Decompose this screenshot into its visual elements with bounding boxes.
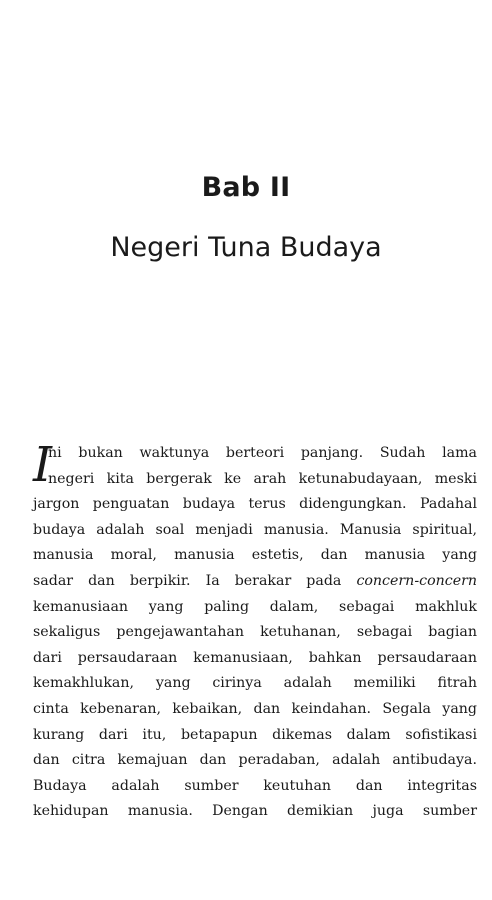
text-line: Budaya adalah sumber keutuhan dan integritas xyxy=(33,777,477,794)
text-line: kehidupan manusia. Dengan demikian juga sumber xyxy=(33,803,477,820)
chapter-title: Negeri Tuna Budaya xyxy=(110,232,382,263)
text-line: jargon penguatan budaya terus didengungkan. Padahal xyxy=(33,496,477,513)
text-line: cinta kebenaran, kebaikan, dan keindahan. Segala yang xyxy=(33,700,477,717)
text-line: dan citra kemajuan dan peradaban, adalah antibudaya. xyxy=(33,752,477,769)
chapter-number: Bab II xyxy=(201,172,291,203)
text-line: kurang dari itu, betapapun dikemas dalam sofistikasi xyxy=(33,726,477,743)
italic-term: concern-concern xyxy=(356,572,478,589)
text-line: sekaligus pengejawantahan ketuhanan, sebagai bagian xyxy=(33,624,477,641)
text-line-with-italic xyxy=(33,569,477,595)
text-line: dari persaudaraan kemanusiaan, bahkan persaudaraan xyxy=(33,649,477,666)
text-line: ni bukan waktunya berteori panjang. Sudah lama xyxy=(48,445,477,461)
text-segment: sadar dan berpikir. Ia berakar pada xyxy=(33,572,342,589)
text-line: negeri kita bergerak ke arah ketunabudayaan, meski xyxy=(48,470,477,487)
drop-cap: I xyxy=(33,437,52,493)
text-line: kemakhlukan, yang cirinya adalah memiliki fitrah xyxy=(33,675,477,692)
text-line: kemanusiaan yang paling dalam, sebagai makhluk xyxy=(33,598,477,615)
body-paragraph xyxy=(33,437,478,825)
text-line: manusia moral, manusia estetis, dan manusia yang xyxy=(33,547,477,564)
text-line: budaya adalah soal menjadi manusia. Manusia spiritual, xyxy=(33,521,477,538)
